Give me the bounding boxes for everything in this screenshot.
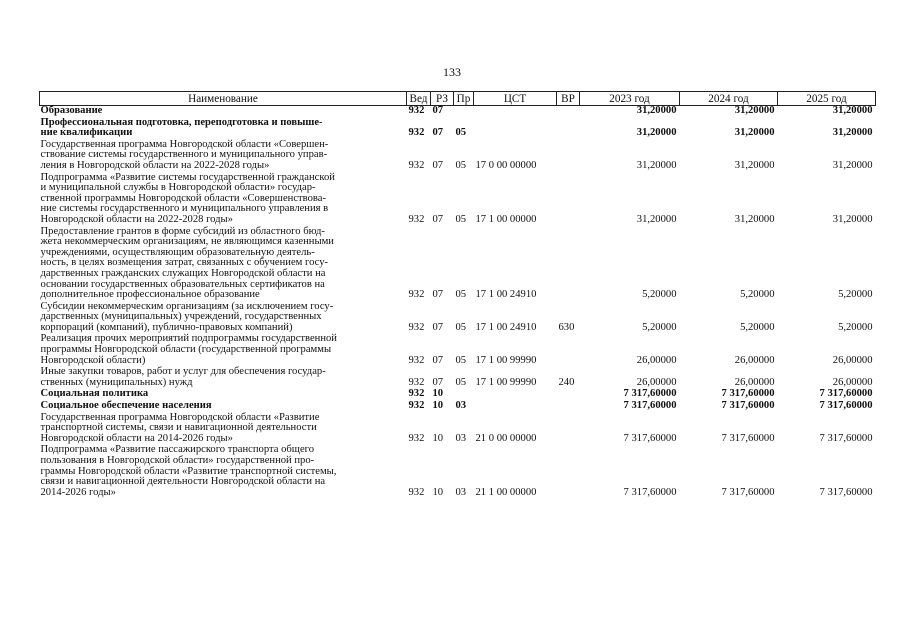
table-row (40, 172, 876, 226)
cell-cst: 17 0 00 00000 (475, 159, 537, 171)
name-line: дополнительное профессиональное образование (40, 289, 260, 301)
cell-y2025: 7 317,60000 (819, 486, 873, 498)
cell-y2025: 7 317,60000 (819, 400, 873, 412)
name-line: ственных (муниципальных) нужд (40, 376, 193, 388)
cell-pr: 05 (455, 321, 467, 333)
cell-rz: 07 (432, 213, 444, 225)
cell-pr (454, 106, 474, 117)
cell-rz: 07 (432, 376, 444, 388)
cell-name (40, 172, 407, 226)
cell-vr (557, 106, 580, 117)
name-line: Социальная политика (40, 388, 149, 400)
cell-cst (474, 106, 557, 117)
cell-y2023: 26,00000 (636, 354, 677, 366)
table-row (40, 117, 876, 139)
name-line: Образование (40, 105, 103, 116)
name-line: Подпрограмма «Развитие пассажирского транспорта общего (40, 444, 315, 456)
cell-y2025: 5,20000 (838, 289, 873, 301)
cell-name (40, 117, 407, 139)
cell-vr (557, 400, 580, 412)
cell-name (40, 106, 407, 117)
cell-cst (474, 400, 557, 412)
cell-vr (557, 333, 580, 366)
cell-y2025: 31,20000 (832, 105, 873, 116)
cell-name (40, 400, 407, 412)
table-row (40, 400, 876, 412)
table-row (40, 333, 876, 366)
cell-ved: 932 (408, 105, 425, 116)
name-line: граммы Новгородской области «Развитие транспортной системы, (40, 465, 337, 477)
cell-y2025: 7 317,60000 (819, 432, 873, 444)
table-row (40, 106, 876, 117)
cell-ved: 932 (408, 213, 425, 225)
name-line: ние квалификации (40, 127, 133, 139)
cell-y2025: 26,00000 (832, 354, 873, 366)
cell-name (40, 226, 407, 301)
cell-vr (557, 388, 580, 400)
name-line: связи и навигационной деятельности Новгородской области на (40, 476, 326, 488)
cell-y2023: 7 317,60000 (623, 388, 677, 400)
col-header-ved: Вед (407, 92, 431, 106)
cell-y2024: 31,20000 (734, 127, 775, 139)
name-line: транспортной системы, связи и навигационной деятельности (40, 422, 317, 434)
page-number: 133 (443, 65, 461, 79)
name-line: Подпрограмма «Развитие системы государственной гражданской (40, 171, 335, 183)
cell-y2023: 7 317,60000 (623, 400, 677, 412)
name-line: Предоставление грантов в форме субсидий из областного бюд- (40, 225, 325, 237)
cell-cst (474, 388, 557, 400)
col-header-2025: 2025 год (778, 92, 876, 106)
cell-ved: 932 (408, 376, 425, 388)
cell-y2024: 5,20000 (740, 289, 775, 301)
header-row (40, 92, 876, 106)
cell-cst: 17 1 00 24910 (475, 289, 537, 301)
name-line: ние системы государственного и муниципального управления в (40, 203, 329, 215)
cell-y2023: 31,20000 (636, 127, 677, 139)
cell-rz: 07 (432, 289, 444, 301)
cell-cst: 17 1 00 00000 (475, 213, 537, 225)
name-line: корпораций (компаний), публично-правовых компаний) (40, 321, 293, 333)
cell-y2024: 7 317,60000 (721, 400, 775, 412)
cell-pr: 03 (455, 432, 467, 444)
col-header-cst: ЦСТ (474, 92, 557, 106)
name-line: Новгородской области на 2022-2028 годы» (40, 213, 233, 225)
cell-y2024: 7 317,60000 (721, 486, 775, 498)
cell-y2025: 26,00000 (832, 376, 873, 388)
cell-y2025: 31,20000 (832, 127, 873, 139)
cell-vr (557, 172, 580, 226)
cell-y2025: 5,20000 (838, 321, 873, 333)
cell-y2023: 31,20000 (636, 213, 677, 225)
name-line: Государственная программа Новгородской области «Развитие (40, 411, 320, 423)
cell-ved: 932 (408, 289, 425, 301)
name-line: дарственных гражданских служащих Новгородской области на (40, 267, 326, 279)
cell-name (40, 366, 407, 388)
cell-y2024: 31,20000 (734, 213, 775, 225)
cell-rz: 07 (432, 105, 444, 116)
cell-pr: 05 (455, 354, 467, 366)
cell-y2024: 26,00000 (734, 354, 775, 366)
name-line: ность, в целях возмещения затрат, связанных с обучением госу- (40, 257, 329, 269)
cell-y2023: 31,20000 (636, 105, 677, 116)
cell-name (40, 139, 407, 172)
cell-name (40, 301, 407, 334)
cell-pr: 05 (455, 127, 467, 139)
name-line: основании государственных образовательных сертификатов на (40, 278, 325, 290)
cell-y2024: 7 317,60000 (721, 388, 775, 400)
cell-ved: 932 (408, 159, 425, 171)
table-row (40, 366, 876, 388)
cell-pr: 05 (455, 289, 467, 301)
cell-y2023: 26,00000 (636, 376, 677, 388)
name-line: Новгородской области на 2014-2026 годы» (40, 432, 233, 444)
name-line: Реализация прочих мероприятий подпрограммы государственной (40, 333, 337, 345)
cell-y2025: 31,20000 (832, 159, 873, 171)
cell-cst: 17 1 00 24910 (475, 321, 537, 333)
name-line: программы Новгородской области (государственной программы (40, 344, 332, 356)
cell-pr: 05 (455, 159, 467, 171)
cell-rz: 10 (432, 432, 444, 444)
cell-cst: 21 1 00 00000 (475, 486, 537, 498)
cell-y2023: 5,20000 (642, 321, 677, 333)
col-header-2024: 2024 год (680, 92, 778, 106)
budget-table (39, 91, 876, 498)
name-line: и муниципальной службы в Новгородской области» государ- (40, 182, 316, 194)
col-header-pr: Пр (454, 92, 474, 106)
col-header-name: Наименование (40, 92, 407, 106)
cell-name (40, 388, 407, 400)
cell-ved: 932 (408, 127, 425, 139)
name-line: ления в Новгородской области на 2022-2028 годы» (40, 159, 270, 171)
cell-ved: 932 (408, 354, 425, 366)
name-line: учреждениями, осуществляющим образовательную деятель- (40, 246, 315, 258)
cell-cst: 17 1 00 99990 (475, 376, 537, 388)
table-row (40, 412, 876, 445)
cell-y2024: 31,20000 (734, 159, 775, 171)
cell-rz: 07 (432, 321, 444, 333)
cell-vr (557, 226, 580, 301)
name-line: Иные закупки товаров, работ и услуг для обеспечения государ- (40, 366, 326, 378)
name-line: дарственных (муниципальных) учреждений, государственных (40, 311, 322, 323)
table-row (40, 301, 876, 334)
table-row (40, 139, 876, 172)
name-line: ственной программы Новгородской области «Совершенствова- (40, 192, 326, 204)
cell-y2024: 5,20000 (740, 321, 775, 333)
col-header-rz: РЗ (431, 92, 454, 106)
name-line: Новгородской области) (40, 354, 146, 366)
cell-name (40, 333, 407, 366)
cell-vr (557, 139, 580, 172)
cell-vr (557, 117, 580, 139)
cell-ved: 932 (408, 388, 425, 400)
cell-ved: 932 (408, 432, 425, 444)
cell-rz: 10 (432, 400, 444, 412)
cell-pr: 05 (455, 213, 467, 225)
cell-pr (454, 388, 474, 400)
table-row (40, 444, 876, 498)
col-header-2023: 2023 год (580, 92, 680, 106)
name-line: Государственная программа Новгородской области «Совершен- (40, 138, 329, 150)
name-line: Профессиональная подготовка, переподготовка и повыше- (40, 116, 323, 128)
name-line: ствование системы государственного и муниципального управ- (40, 149, 328, 161)
cell-y2024: 7 317,60000 (721, 432, 775, 444)
cell-y2024: 31,20000 (734, 105, 775, 116)
name-line: 2014-2026 годы» (40, 486, 116, 498)
cell-cst: 21 0 00 00000 (475, 432, 537, 444)
name-line: Субсидии некоммерческим организациям (за исключением госу- (40, 300, 334, 312)
cell-pr: 03 (455, 486, 467, 498)
cell-y2023: 7 317,60000 (623, 486, 677, 498)
cell-cst: 17 1 00 99990 (475, 354, 537, 366)
cell-pr: 05 (455, 376, 467, 388)
cell-y2025: 7 317,60000 (819, 388, 873, 400)
cell-cst (474, 117, 557, 139)
cell-vr: 240 (558, 376, 575, 388)
cell-name (40, 412, 407, 445)
name-line: Социальное обеспечение населения (40, 400, 212, 412)
cell-y2024: 26,00000 (734, 376, 775, 388)
cell-ved: 932 (408, 400, 425, 412)
cell-rz: 10 (432, 388, 444, 400)
cell-vr (557, 444, 580, 498)
table-row (40, 388, 876, 400)
cell-rz: 07 (432, 354, 444, 366)
cell-vr (557, 412, 580, 445)
cell-pr: 03 (455, 400, 467, 412)
cell-y2023: 5,20000 (642, 289, 677, 301)
cell-rz: 07 (432, 159, 444, 171)
cell-ved: 932 (408, 321, 425, 333)
cell-y2023: 7 317,60000 (623, 432, 677, 444)
cell-rz: 10 (432, 486, 444, 498)
col-header-vr: ВР (557, 92, 580, 106)
cell-y2023: 31,20000 (636, 159, 677, 171)
table-row (40, 226, 876, 301)
name-line: жета некоммерческим организациям, не являющимся казенными (40, 236, 334, 248)
cell-name (40, 444, 407, 498)
cell-y2025: 31,20000 (832, 213, 873, 225)
cell-vr: 630 (558, 321, 575, 333)
name-line: пользования в Новгородской области» государственной про- (40, 455, 315, 466)
cell-rz: 07 (432, 127, 444, 139)
cell-ved: 932 (408, 486, 425, 498)
